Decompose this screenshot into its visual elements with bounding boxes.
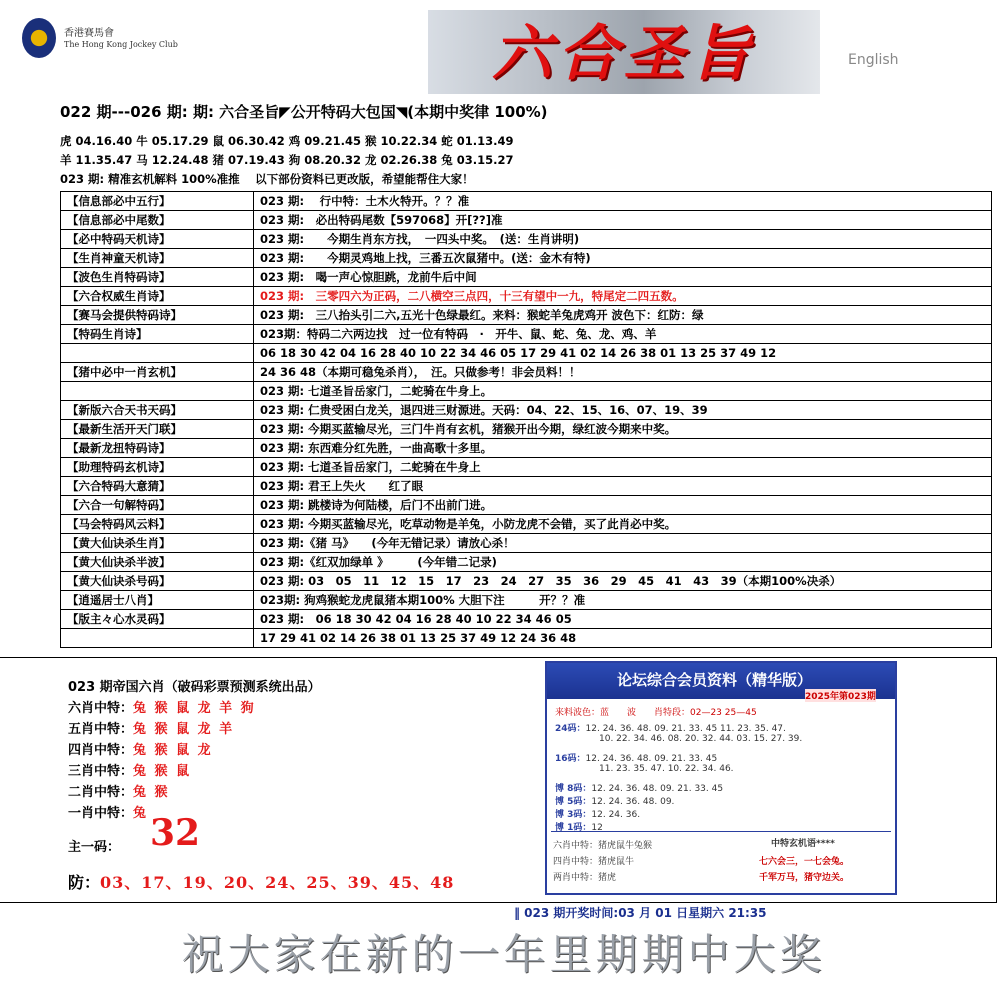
card-number-line: 16码：12. 24. 36. 48. 09. 21. 33. 45 bbox=[555, 754, 718, 764]
row-label: 【黄大仙诀杀号码】 bbox=[61, 572, 254, 591]
zodiac-pick-row: 三肖中特：兔 猴 鼠 bbox=[68, 764, 192, 779]
row-text: 023 期: 跳楼诗为何陆楼，后门不出前门进。 bbox=[254, 496, 992, 515]
table-row bbox=[61, 363, 992, 382]
logo-name-cn: 香港賽馬會 bbox=[64, 28, 114, 39]
table-row bbox=[61, 591, 992, 610]
headline: 022 期---026 期: 期: 六合圣旨◤公开特码大包国◥(本期中奖律 100%) bbox=[60, 103, 548, 121]
row-label: 【信息部必中五行】 bbox=[61, 192, 254, 211]
row-label: 【马会特码风云料】 bbox=[61, 515, 254, 534]
row-label: 【信息部必中尾数】 bbox=[61, 211, 254, 230]
card-hint-line-1: 七六会三，一七会兔。 bbox=[759, 857, 850, 867]
card-hint-line-2: 千军万马，猪守边关。 bbox=[759, 873, 850, 883]
row-label: 【波色生肖特码诗】 bbox=[61, 268, 254, 287]
row-text: 023 期:《红双加绿单 》 (今年错二记录) bbox=[254, 553, 992, 572]
row-label: 【六合权威生肖诗】 bbox=[61, 287, 254, 306]
table-row bbox=[61, 192, 992, 211]
table-row bbox=[61, 230, 992, 249]
row-label: 【助理特码玄机诗】 bbox=[61, 458, 254, 477]
row-label: 【特码生肖诗】 bbox=[61, 325, 254, 344]
card-number-line: 博 8码：12. 24. 36. 48. 09. 21. 33. 45 bbox=[555, 784, 724, 794]
row-label: 【赛马会提供特码诗】 bbox=[61, 306, 254, 325]
notice-line: 023 期: 精准玄机解料 100%准推 以下部份资料已更改版，希望能帮住大家！ bbox=[60, 172, 474, 186]
row-label: 【黄大仙诀杀半波】 bbox=[61, 553, 254, 572]
card-number-line: 博 5码：12. 24. 36. 48. 09. bbox=[555, 797, 675, 807]
card-bottom-panel bbox=[551, 831, 891, 890]
table-row bbox=[61, 458, 992, 477]
six-zodiac-title: 023 期帝国六肖（破码彩票预测系统出品） bbox=[68, 680, 321, 695]
row-label: 【生肖神童天机诗】 bbox=[61, 249, 254, 268]
main-code-label: 主一码： bbox=[68, 840, 121, 855]
table-row bbox=[61, 287, 992, 306]
table-row bbox=[61, 211, 992, 230]
card-issue: 2025年第023期 bbox=[805, 689, 876, 702]
row-label: 【六合特码大意猜】 bbox=[61, 477, 254, 496]
row-label: 【六合一句解特码】 bbox=[61, 496, 254, 515]
table-row bbox=[61, 515, 992, 534]
table-row bbox=[61, 629, 992, 648]
card-number-line: 11. 23. 35. 47. 10. 22. 34. 46. bbox=[599, 764, 734, 774]
table-row bbox=[61, 268, 992, 287]
table-row bbox=[61, 534, 992, 553]
card-number-line: 24码：12. 24. 36. 48. 09. 21. 33. 45 11. 23. 35. 47. bbox=[555, 724, 786, 734]
zodiac-line-1: 虎 04.16.40 牛 05.17.29 鼠 06.30.42 鸡 09.21.45 猴 10.22.34 蛇 01.13.49 bbox=[60, 134, 514, 148]
table-row bbox=[61, 477, 992, 496]
table-row bbox=[61, 572, 992, 591]
row-label bbox=[61, 344, 254, 363]
card-color-line: 来料波色：蓝 波 肖特段：02—23 25—45 bbox=[555, 708, 757, 718]
row-text: 023 期: 仁贵受困白龙关，退四进三财源进。天码：04、22、15、16、07、19、39 bbox=[254, 401, 992, 420]
prediction-table bbox=[60, 191, 992, 648]
member-info-card bbox=[545, 661, 897, 895]
card-title: 论坛综合会员资料（精华版） bbox=[617, 671, 813, 689]
zodiac-pick-row: 六肖中特：兔 猴 鼠 龙 羊 狗 bbox=[68, 701, 256, 716]
row-text: 023 期: 三零四六为正码，二八横空三点四，十三有望中一九，特尾定二四五数。 bbox=[254, 287, 992, 306]
row-text: 023 期: 今期买蓝输尽光，三门牛肖有玄机，猪猴开出今期，绿红波今期来中奖。 bbox=[254, 420, 992, 439]
row-text: 023 期: 06 18 30 42 04 16 28 40 10 22 34 46 05 bbox=[254, 610, 992, 629]
table-row bbox=[61, 496, 992, 515]
jockey-club-logo[interactable] bbox=[22, 16, 178, 64]
row-text: 023 期: 今期买蓝输尽光，吃草动物是羊兔，小防龙虎不会错，买了此肖必中奖。 bbox=[254, 515, 992, 534]
title-banner bbox=[428, 10, 820, 94]
zodiac-pick-row: 五肖中特：兔 猴 鼠 龙 羊 bbox=[68, 722, 235, 737]
row-text: 023 期: 今期生肖东方找， 一四头中奖。 (送：生肖讲明) bbox=[254, 230, 992, 249]
row-text: 023 期: 三八抬头引二六,五光十色绿最红。来料：猴蛇羊兔虎鸡开 波色下：红防：绿 bbox=[254, 306, 992, 325]
card-two-zodiac: 两肖中特：猪虎 bbox=[553, 873, 617, 883]
row-text: 023 期: 行中特：土木火特开。？？准 bbox=[254, 192, 992, 211]
card-number-line: 10. 22. 34. 46. 08. 20. 32. 44. 03. 15. 27. 39. bbox=[599, 734, 803, 744]
table-row bbox=[61, 249, 992, 268]
card-number-line: 博 1码：12 bbox=[555, 823, 603, 833]
row-label bbox=[61, 629, 254, 648]
row-text: 24 36 48（本期可稳兔杀肖）， 汪。只做参考！非会员料！！ bbox=[254, 363, 992, 382]
table-row bbox=[61, 610, 992, 629]
row-text: 023 期: 必出特码尾数【597068】开[??]准 bbox=[254, 211, 992, 230]
row-text: 023 期: 03 05 11 12 15 17 23 24 27 35 36 29 45 41 43 39（本期100%决杀） bbox=[254, 572, 992, 591]
card-number-line: 博 3码：12. 24. 36. bbox=[555, 810, 641, 820]
table-row bbox=[61, 344, 992, 363]
row-text: 023期：特码二六两边找 过一位有特码 · 开牛、鼠、蛇、兔、龙、鸡、羊 bbox=[254, 325, 992, 344]
draw-time: ‖ 023 期开奖时间:03 月 01 日星期六 21:35 bbox=[514, 906, 767, 920]
row-text: 023 期: 喝一声心惊胆跳，龙前牛后中间 bbox=[254, 268, 992, 287]
table-row bbox=[61, 325, 992, 344]
zodiac-pick-row: 二肖中特：兔 猴 bbox=[68, 785, 170, 800]
zodiac-pick-row: 四肖中特：兔 猴 鼠 龙 bbox=[68, 743, 213, 758]
table-row bbox=[61, 439, 992, 458]
row-text: 023 期: 东西难分红先胜，一曲高歌十多里。 bbox=[254, 439, 992, 458]
banner-title: 六合圣旨 bbox=[492, 19, 756, 89]
row-text: 17 29 41 02 14 26 38 01 13 25 37 49 12 24 36 48 bbox=[254, 629, 992, 648]
row-text: 023 期:《猪 马》 (今年无错记录）请放心杀！ bbox=[254, 534, 992, 553]
zodiac-pick-row: 一肖中特：兔 bbox=[68, 806, 149, 821]
row-label: 【必中特码天机诗】 bbox=[61, 230, 254, 249]
row-text: 023 期: 七道圣旨岳家门，二蛇骑在牛身上。 bbox=[254, 382, 992, 401]
logo-name-en: The Hong Kong Jockey Club bbox=[64, 40, 178, 49]
row-label bbox=[61, 382, 254, 401]
card-six-zodiac: 六肖中特：猪虎鼠牛兔猴 bbox=[553, 841, 653, 851]
row-label: 【猪中必中一肖玄机】 bbox=[61, 363, 254, 382]
footer-greeting: 祝大家在新的一年里期期中大奖 bbox=[181, 930, 826, 979]
row-text: 023 期: 今期灵鸡地上找，三番五次鼠猪中。(送：金木有特) bbox=[254, 249, 992, 268]
row-label: 【最新生活开天门联】 bbox=[61, 420, 254, 439]
main-code-value: 32 bbox=[150, 812, 201, 854]
card-hint-title: 中特玄机语**** bbox=[771, 839, 835, 849]
club-emblem-icon bbox=[22, 18, 56, 58]
zodiac-line-2: 羊 11.35.47 马 12.24.48 猪 07.19.43 狗 08.20.32 龙 02.26.38 兔 03.15.27 bbox=[60, 153, 514, 167]
row-text: 023 期: 七道圣旨岳家门，二蛇骑在牛身上 bbox=[254, 458, 992, 477]
row-text: 023期: 狗鸡猴蛇龙虎鼠猪本期100% 大胆下注 开？？准 bbox=[254, 591, 992, 610]
table-row bbox=[61, 553, 992, 572]
english-link[interactable]: English bbox=[848, 52, 899, 68]
card-four-zodiac: 四肖中特：猪虎鼠牛 bbox=[553, 857, 635, 867]
defend-numbers: 防：03、17、19、20、24、25、39、45、48 bbox=[68, 873, 455, 892]
row-label: 【版主々心水灵码】 bbox=[61, 610, 254, 629]
row-label: 【黄大仙诀杀生肖】 bbox=[61, 534, 254, 553]
row-text: 023 期: 君王上失火 红了眼 bbox=[254, 477, 992, 496]
table-row bbox=[61, 401, 992, 420]
row-label: 【新版六合天书天码】 bbox=[61, 401, 254, 420]
table-row bbox=[61, 306, 992, 325]
row-label: 【逍遥居士八肖】 bbox=[61, 591, 254, 610]
row-text: 06 18 30 42 04 16 28 40 10 22 34 46 05 17 29 41 02 14 26 38 01 13 25 37 49 12 bbox=[254, 344, 992, 363]
table-row bbox=[61, 382, 992, 401]
table-row bbox=[61, 420, 992, 439]
row-label: 【最新龙扭特码诗】 bbox=[61, 439, 254, 458]
